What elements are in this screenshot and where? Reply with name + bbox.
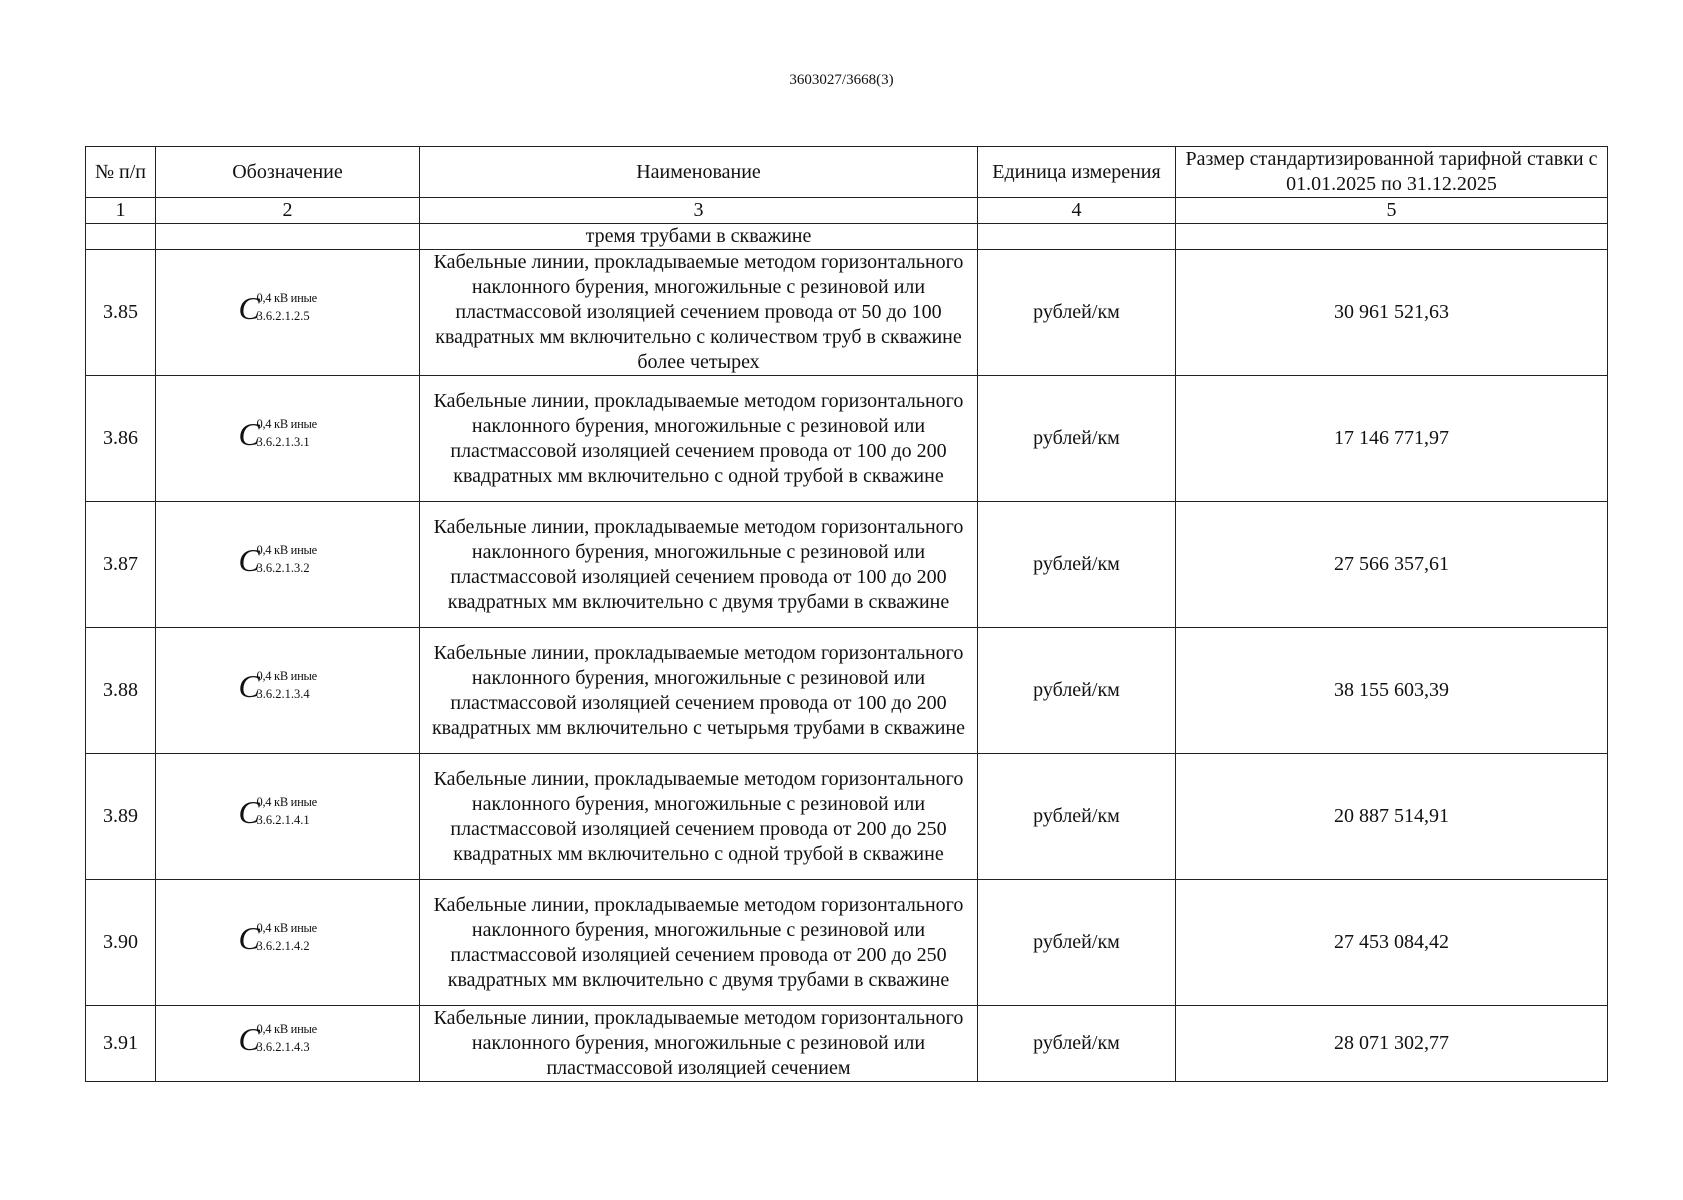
continuation-row: [86, 224, 1608, 250]
column-number: 1: [86, 198, 156, 224]
symbol-subscript: 3.6.2.1.2.5: [256, 309, 310, 323]
symbol-subscript: 3.6.2.1.4.2: [256, 939, 310, 953]
row-name: Кабельные линии, прокладываемые методом горизонтального наклонного бурения, многожильные с резиновой или пластмассовой изоляцией сечением провода от 50 до 100 квадратных мм включительно с количеством труб в скважине более четырех: [420, 250, 978, 376]
row-unit: рублей/км: [978, 628, 1176, 754]
symbol-superscript: 0,4 кВ иные: [256, 669, 317, 683]
symbol-main: C: [238, 920, 260, 956]
row-name: Кабельные линии, прокладываемые методом горизонтального наклонного бурения, многожильные с резиновой или пластмассовой изоляцией сечением провода от 100 до 200 квадратных мм включительно с четырьмя трубами в скважине: [420, 628, 978, 754]
designation-symbol: [233, 541, 343, 581]
row-designation: [156, 250, 420, 376]
row-designation: [156, 1006, 420, 1082]
table-row: [86, 880, 1608, 1006]
symbol-subscript: 3.6.2.1.4.3: [256, 1040, 310, 1054]
table-row: [86, 250, 1608, 376]
row-name: Кабельные линии, прокладываемые методом горизонтального наклонного бурения, многожильные с резиновой или пластмассовой изоляцией сечением: [420, 1006, 978, 1082]
row-unit: рублей/км: [978, 502, 1176, 628]
symbol-main: C: [238, 794, 260, 830]
symbol-main: C: [238, 290, 260, 326]
row-number: 3.90: [86, 880, 156, 1006]
symbol-superscript: 0,4 кВ иные: [256, 417, 317, 431]
row-value: 17 146 771,97: [1176, 376, 1608, 502]
table-row: [86, 628, 1608, 754]
row-name: Кабельные линии, прокладываемые методом горизонтального наклонного бурения, многожильные с резиновой или пластмассовой изоляцией сечением провода от 200 до 250 квадратных мм включительно с двумя трубами в скважине: [420, 880, 978, 1006]
symbol-superscript: 0,4 кВ иные: [256, 1022, 317, 1036]
row-name: Кабельные линии, прокладываемые методом горизонтального наклонного бурения, многожильные с резиновой или пластмассовой изоляцией сечением провода от 100 до 200 квадратных мм включительно с одной трубой в скважине: [420, 376, 978, 502]
row-designation: [156, 376, 420, 502]
symbol-superscript: 0,4 кВ иные: [256, 291, 317, 305]
row-designation: [156, 754, 420, 880]
row-name: Кабельные линии, прокладываемые методом горизонтального наклонного бурения, многожильные с резиновой или пластмассовой изоляцией сечением провода от 100 до 200 квадратных мм включительно с двумя трубами в скважине: [420, 502, 978, 628]
row-number: 3.88: [86, 628, 156, 754]
designation-symbol: [233, 667, 343, 707]
row-number: 3.85: [86, 250, 156, 376]
column-number-row: [86, 198, 1608, 224]
row-value: 38 155 603,39: [1176, 628, 1608, 754]
row-unit: рублей/км: [978, 880, 1176, 1006]
table-row: [86, 502, 1608, 628]
symbol-subscript: 3.6.2.1.3.4: [256, 687, 310, 701]
row-value: 27 453 084,42: [1176, 880, 1608, 1006]
symbol-main: C: [238, 416, 260, 452]
symbol-superscript: 0,4 кВ иные: [256, 921, 317, 935]
row-designation: [156, 502, 420, 628]
symbol-main: C: [238, 542, 260, 578]
column-number: 3: [420, 198, 978, 224]
document-number: 3603027/3668(3): [789, 72, 894, 88]
header-row: [86, 147, 1608, 198]
row-designation: [156, 628, 420, 754]
symbol-main: C: [238, 668, 260, 704]
tariff-table: [85, 146, 1608, 1082]
row-unit: рублей/км: [978, 1006, 1176, 1082]
header-number: № п/п: [86, 147, 156, 198]
row-designation: [156, 880, 420, 1006]
designation-symbol: [233, 1020, 343, 1060]
table-row: [86, 754, 1608, 880]
column-number: 5: [1176, 198, 1608, 224]
table-row: [86, 376, 1608, 502]
row-unit: рублей/км: [978, 754, 1176, 880]
row-number: 3.86: [86, 376, 156, 502]
designation-symbol: [233, 289, 343, 329]
column-number: 4: [978, 198, 1176, 224]
row-value: 20 887 514,91: [1176, 754, 1608, 880]
symbol-superscript: 0,4 кВ иные: [256, 543, 317, 557]
row-number: 3.91: [86, 1006, 156, 1082]
row-value: 28 071 302,77: [1176, 1006, 1608, 1082]
header-designation: Обозначение: [156, 147, 420, 198]
designation-symbol: [233, 793, 343, 833]
row-name: Кабельные линии, прокладываемые методом горизонтального наклонного бурения, многожильные с резиновой или пластмассовой изоляцией сечением провода от 200 до 250 квадратных мм включительно с одной трубой в скважине: [420, 754, 978, 880]
symbol-main: C: [238, 1021, 260, 1057]
designation-symbol: [233, 919, 343, 959]
row-number: 3.87: [86, 502, 156, 628]
symbol-subscript: 3.6.2.1.3.1: [256, 435, 310, 449]
symbol-subscript: 3.6.2.1.4.1: [256, 813, 310, 827]
continuation-text: тремя трубами в скважине: [420, 224, 978, 250]
header-name: Наименование: [420, 147, 978, 198]
header-unit: Единица измерения: [978, 147, 1176, 198]
symbol-subscript: 3.6.2.1.3.2: [256, 561, 310, 575]
row-value: 30 961 521,63: [1176, 250, 1608, 376]
row-value: 27 566 357,61: [1176, 502, 1608, 628]
designation-symbol: [233, 415, 343, 455]
column-number: 2: [156, 198, 420, 224]
row-unit: рублей/км: [978, 376, 1176, 502]
table-row: [86, 1006, 1608, 1082]
symbol-superscript: 0,4 кВ иные: [256, 795, 317, 809]
row-number: 3.89: [86, 754, 156, 880]
header-rate: Размер стандартизированной тарифной ставки с 01.01.2025 по 31.12.2025: [1176, 147, 1608, 198]
row-unit: рублей/км: [978, 250, 1176, 376]
